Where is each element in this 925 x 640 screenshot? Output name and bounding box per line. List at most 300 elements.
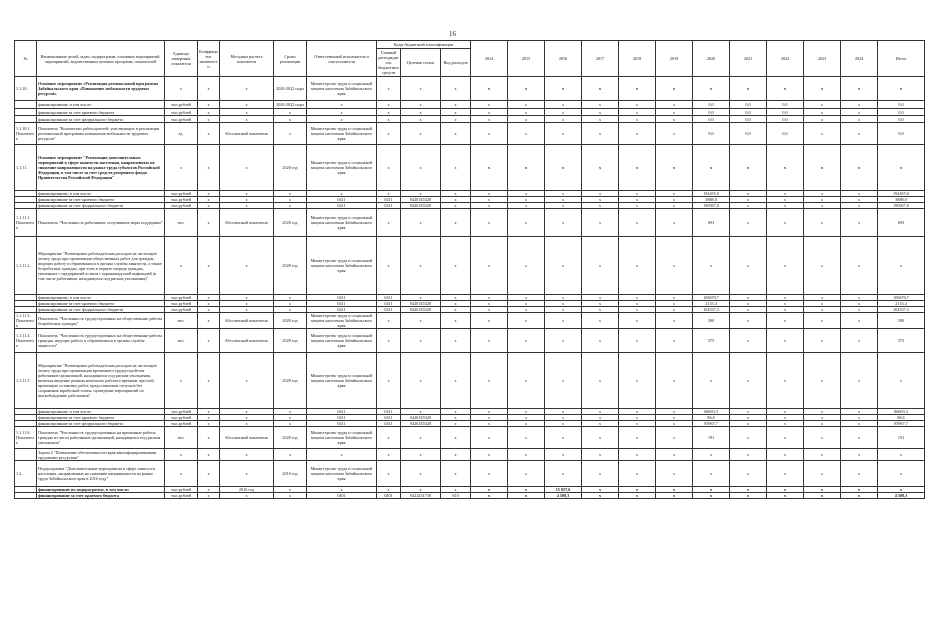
row-year-value: х (693, 461, 730, 487)
row-total: 3888,0 (878, 197, 925, 203)
row-kbk-admin: х (377, 487, 401, 493)
header-kbk-group: Коды бюджетной классификации (377, 41, 471, 49)
row-unit: тыс.рублей (165, 191, 198, 197)
row-responsible: 0411 (307, 301, 377, 307)
row-num: 1.1.11.2. (15, 237, 37, 295)
row-kbk-article: х (401, 295, 441, 301)
row-method: х (220, 493, 274, 499)
row-year-value: х (508, 487, 545, 493)
row-year-value: х (471, 116, 508, 123)
row-year-value: 0,0 (767, 123, 804, 145)
row-year-value: х (545, 307, 582, 313)
row-year-value: х (619, 353, 656, 409)
row-responsible: Министерство труда и социальной защиты населения Забайкальского края (307, 313, 377, 329)
header-year-2024: 2024 (841, 41, 878, 77)
row-year-value: 190567,0 (693, 203, 730, 209)
row-term: х (274, 449, 307, 461)
row-year-value: х (767, 209, 804, 237)
row-year-value: х (545, 421, 582, 427)
row-year-value: х (730, 295, 767, 301)
row-year-value: х (508, 295, 545, 301)
row-year-value: х (656, 101, 693, 109)
row-year-value: х (841, 109, 878, 116)
row-year-value: х (545, 313, 582, 329)
row-year-value: х (841, 493, 878, 499)
row-kbk-admin: 0411 (377, 307, 401, 313)
row-year-value: х (619, 197, 656, 203)
row-year-value: х (582, 77, 619, 101)
row-year-value: х (693, 77, 730, 101)
row-year-value: х (656, 191, 693, 197)
row-kbk-type: х (441, 461, 471, 487)
row-responsible: Министерство труда и социальной защиты населения Забайкальского края (307, 461, 377, 487)
row-name: Мероприятие "Возмещение работодателям расходов на частичную оплату труда при организации общественных работ для граждан, ищущих работу и обратившихся в органы службы занятости, а также безработных граждан, при этом в первую очередь граждан, уволенных с предприятий в связи с коронавирусной инфекцией (в том числе работников, находящихся под риском увольнения)" (37, 237, 165, 295)
row-year-value: х (471, 77, 508, 101)
row-unit: тыс.рублей (165, 415, 198, 421)
row-kbk-article: х (401, 209, 441, 237)
row-year-value: х (545, 191, 582, 197)
row-unit: чел. (165, 427, 198, 449)
row-name: финансирование, в том числе: (37, 295, 165, 301)
row-year-value: 693 (693, 209, 730, 237)
row-year-value: х (767, 307, 804, 313)
row-year-value: х (582, 197, 619, 203)
row-responsible: Министерство труда и социальной защиты населения Забайкальского края (307, 123, 377, 145)
row-year-value: х (693, 353, 730, 409)
row-kbk-type: х (441, 301, 471, 307)
row-total: 4 508,3 (878, 493, 925, 499)
row-year-value: х (841, 313, 878, 329)
row-year-value: х (730, 191, 767, 197)
row-year-value: 0,0 (693, 109, 730, 116)
row-unit: тыс.рублей (165, 301, 198, 307)
row-total: х (878, 461, 925, 487)
row-year-value: х (619, 421, 656, 427)
row-method: х (220, 116, 274, 123)
header-name: Наименование целей, задач, подпрограмм, основных мероприятий, мероприятий, ведомственных целевых программ, показателей (37, 41, 165, 77)
row-kbk-article: х (401, 237, 441, 295)
row-method: х (220, 415, 274, 421)
row-num: 1.2. (15, 461, 37, 487)
row-year-value: х (619, 409, 656, 415)
row-year-value: 85967,7 (693, 421, 730, 427)
row-year-value: 0,0 (693, 101, 730, 109)
row-year-value: х (730, 209, 767, 237)
row-year-value: х (804, 493, 841, 499)
row-year-value: х (471, 109, 508, 116)
row-kbk-admin: х (377, 313, 401, 329)
row-coef: х (198, 203, 220, 209)
row-kbk-admin: 0411 (377, 415, 401, 421)
row-year-value: х (619, 145, 656, 191)
table-row (15, 329, 925, 353)
row-unit: тыс.рублей (165, 101, 198, 109)
row-coef: х (198, 295, 220, 301)
row-coef: х (198, 301, 220, 307)
row-year-value: х (767, 295, 804, 301)
header-year-2017: 2017 (582, 41, 619, 77)
page-number: 16 (449, 30, 456, 38)
row-kbk-type: х (441, 77, 471, 101)
row-num (15, 449, 37, 461)
header-year-2021: 2021 (730, 41, 767, 77)
row-method: х (220, 421, 274, 427)
row-kbk-article: х (401, 123, 441, 145)
row-total: 0,0 (878, 116, 925, 123)
row-term: 2020 год (274, 329, 307, 353)
row-kbk-admin: х (377, 145, 401, 191)
row-year-value: х (804, 329, 841, 353)
row-year-value: х (582, 116, 619, 123)
row-kbk-article: 0422431730 (401, 493, 441, 499)
row-method: х (220, 203, 274, 209)
row-unit: х (165, 461, 198, 487)
row-year-value: х (767, 421, 804, 427)
row-kbk-admin: х (377, 353, 401, 409)
row-kbk-admin: 0411 (377, 295, 401, 301)
row-method: х (220, 307, 274, 313)
row-year-value: х (730, 421, 767, 427)
row-year-value: х (656, 449, 693, 461)
row-year-value: х (730, 197, 767, 203)
row-year-value: х (656, 353, 693, 409)
row-kbk-article: 04201Б5320 (401, 203, 441, 209)
row-responsible: Министерство труда и социальной защиты населения Забайкальского края (307, 77, 377, 101)
row-unit: чел. (165, 313, 198, 329)
row-year-value: х (471, 301, 508, 307)
row-kbk-admin: х (377, 209, 401, 237)
row-term: х (274, 191, 307, 197)
row-term: х (274, 203, 307, 209)
row-coef: х (198, 116, 220, 123)
row-term: х (274, 307, 307, 313)
row-year-value: х (471, 421, 508, 427)
table-row (15, 209, 925, 237)
row-year-value: х (767, 493, 804, 499)
header-year-2014: 2014 (471, 41, 508, 77)
row-year-value: х (656, 237, 693, 295)
row-year-value: х (656, 415, 693, 421)
row-method: х (220, 77, 274, 101)
row-num: 1.1.11. (15, 145, 37, 191)
row-unit: тыс.рублей (165, 487, 198, 493)
row-kbk-admin: х (377, 77, 401, 101)
row-year-value: 106670,7 (693, 295, 730, 301)
row-year-value: х (508, 409, 545, 415)
row-kbk-admin: х (377, 427, 401, 449)
table-row (15, 449, 925, 461)
row-year-value: х (545, 203, 582, 209)
row-responsible: 0401 (307, 493, 377, 499)
row-unit: х (165, 77, 198, 101)
row-num: 1.1.11.4. Показатель (15, 329, 37, 353)
row-kbk-article: х (401, 329, 441, 353)
row-kbk-article: х (401, 145, 441, 191)
row-term: х (274, 116, 307, 123)
row-term: 2016 год (274, 461, 307, 487)
row-year-value: х (545, 415, 582, 421)
row-year-value: х (730, 329, 767, 353)
row-year-value: 86693,3 (693, 409, 730, 415)
row-year-value: х (693, 145, 730, 191)
row-name: Показатель "Численность трудоустроенных на общественные работы граждан, ищущих работу и обратившихся в органы службы занятости" (37, 329, 165, 353)
row-year-value: х (730, 77, 767, 101)
row-year-value: х (508, 493, 545, 499)
row-year-value: 3888,0 (693, 197, 730, 203)
row-year-value: х (508, 421, 545, 427)
row-year-value: х (841, 203, 878, 209)
row-year-value: х (656, 493, 693, 499)
row-year-value: 0,0 (730, 101, 767, 109)
header-term: Сроки реализации (274, 41, 307, 77)
row-year-value: х (471, 191, 508, 197)
row-year-value: х (656, 409, 693, 415)
row-year-value: 15 827,6 (545, 487, 582, 493)
row-year-value: х (767, 449, 804, 461)
row-total: 106670,7 (878, 295, 925, 301)
row-year-value: х (841, 421, 878, 427)
row-method: х (220, 101, 274, 109)
row-year-value: х (582, 493, 619, 499)
row-year-value: х (730, 301, 767, 307)
row-method: х (220, 353, 274, 409)
row-unit: тыс.рублей (165, 109, 198, 116)
row-term: х (274, 123, 307, 145)
row-year-value: х (471, 197, 508, 203)
row-year-value: х (656, 313, 693, 329)
row-kbk-admin: х (377, 116, 401, 123)
row-kbk-article: х (401, 109, 441, 116)
row-kbk-article: х (401, 101, 441, 109)
row-coef: х (198, 209, 220, 237)
row-method: х (220, 197, 274, 203)
row-coef: х (198, 197, 220, 203)
row-responsible: 0411 (307, 295, 377, 301)
row-year-value: х (508, 313, 545, 329)
row-kbk-type: х (441, 237, 471, 295)
row-term: 2020-2022 годы (274, 77, 307, 101)
row-year-value: х (730, 237, 767, 295)
row-year-value: х (656, 427, 693, 449)
row-responsible: Министерство труда и социальной защиты населения Забайкальского края (307, 237, 377, 295)
header-row-group (15, 41, 925, 49)
row-term: х (274, 409, 307, 415)
row-name: Основное мероприятие «Реализация региональной программы Забайкальского края «Повышение мобильности трудовых ресурсов» (37, 77, 165, 101)
program-table (14, 40, 925, 499)
header-coef: Коэффициент значимости (198, 41, 220, 77)
row-year-value: х (471, 427, 508, 449)
header-unit: Единица измерения показателя (165, 41, 198, 77)
row-year-value: х (804, 116, 841, 123)
row-method: х (220, 191, 274, 197)
row-year-value: х (582, 203, 619, 209)
row-kbk-article: 04201Б5320 (401, 421, 441, 427)
row-year-value: х (582, 301, 619, 307)
row-year-value: х (693, 449, 730, 461)
row-total: 85967,7 (878, 421, 925, 427)
row-responsible: х (307, 109, 377, 116)
row-year-value: х (582, 109, 619, 116)
row-coef: х (198, 123, 220, 145)
row-name: Основное мероприятие "Реализация дополнительных мероприятий в сфере занятости населения, направленных на снижение напряженности на рынке труда субъектов Российской Федерации, в том числе за счет средств резервного фонда Правительства Российской Федерации" (37, 145, 165, 191)
row-coef: х (198, 493, 220, 499)
row-year-value: х (804, 203, 841, 209)
row-total: 191 (878, 427, 925, 449)
row-year-value: х (656, 197, 693, 203)
row-total: 0,0 (878, 101, 925, 109)
row-year-value: х (656, 116, 693, 123)
row-responsible: Министерство труда и социальной защиты населения Забайкальского края (307, 427, 377, 449)
row-method: х (220, 109, 274, 116)
row-year-value: х (471, 415, 508, 421)
row-year-value: х (545, 109, 582, 116)
row-name: Показатель "Численность работников, получивших меры поддержки" (37, 209, 165, 237)
row-total: х (878, 77, 925, 101)
row-responsible: 0411 (307, 409, 377, 415)
row-coef: х (198, 101, 220, 109)
row-method: Абсолютный показатель (220, 313, 274, 329)
table-row (15, 237, 925, 295)
row-year-value: х (841, 487, 878, 493)
row-kbk-article: х (401, 116, 441, 123)
row-kbk-type: х (441, 449, 471, 461)
row-year-value: 0,0 (693, 116, 730, 123)
row-year-value: х (730, 415, 767, 421)
row-kbk-admin: х (377, 449, 401, 461)
row-year-value: х (582, 313, 619, 329)
row-year-value: х (545, 116, 582, 123)
header-responsible: Ответственный исполнитель и соисполнители (307, 41, 377, 77)
row-year-value: х (619, 191, 656, 197)
row-name: финансирование за счет краевого бюджета (37, 415, 165, 421)
row-year-value: х (508, 461, 545, 487)
row-coef: х (198, 461, 220, 487)
row-method: Абсолютный показатель (220, 209, 274, 237)
row-year-value: х (693, 493, 730, 499)
row-year-value: х (730, 409, 767, 415)
row-year-value: 86,6 (693, 415, 730, 421)
row-term: 2020 год (274, 237, 307, 295)
row-term: 2020 год (274, 209, 307, 237)
row-kbk-type: х (441, 353, 471, 409)
row-unit: тыс.рублей (165, 307, 198, 313)
row-year-value: х (508, 123, 545, 145)
row-year-value: 0,0 (767, 116, 804, 123)
row-year-value: 0,0 (767, 101, 804, 109)
row-responsible: 0411 (307, 415, 377, 421)
row-name: финансирование за счет федерального бюджета (37, 307, 165, 313)
row-year-value: х (804, 307, 841, 313)
row-kbk-type: х (441, 191, 471, 197)
row-coef: х (198, 77, 220, 101)
row-year-value: х (767, 415, 804, 421)
row-year-value: х (804, 77, 841, 101)
row-year-value: х (545, 301, 582, 307)
table-row (15, 123, 925, 145)
row-year-value: х (804, 353, 841, 409)
header-total: Итого (878, 41, 925, 77)
row-total: х (878, 449, 925, 461)
row-year-value: х (545, 197, 582, 203)
row-kbk-admin: х (377, 237, 401, 295)
row-total: 0,0 (878, 109, 925, 116)
row-unit: ед. (165, 123, 198, 145)
row-year-value: х (545, 449, 582, 461)
row-kbk-article: х (401, 487, 441, 493)
row-year-value: х (656, 209, 693, 237)
row-year-value: х (471, 209, 508, 237)
row-unit: тыс.рублей (165, 116, 198, 123)
header-kbk-article: Целевая статья (401, 49, 441, 77)
row-name: Показатель "Численность трудоустроенных на общественные работы безработных граждан" (37, 313, 165, 329)
row-year-value: х (841, 295, 878, 301)
row-year-value: х (656, 421, 693, 427)
row-responsible: 0411 (307, 197, 377, 203)
table-row (15, 109, 925, 116)
row-year-value: х (730, 427, 767, 449)
row-total: 190567,0 (878, 203, 925, 209)
row-year-value: х (471, 461, 508, 487)
header-num: № (15, 41, 37, 77)
row-year-value: х (767, 487, 804, 493)
row-term: 2020 год (274, 353, 307, 409)
row-year-value: х (730, 449, 767, 461)
row-year-value: х (656, 307, 693, 313)
row-year-value: х (619, 101, 656, 109)
row-year-value: х (841, 123, 878, 145)
header-year-2019: 2019 (656, 41, 693, 77)
row-year-value: х (841, 307, 878, 313)
row-year-value: х (730, 353, 767, 409)
table-row (15, 145, 925, 191)
row-year-value: х (545, 329, 582, 353)
row-year-value: х (582, 415, 619, 421)
row-responsible: 0411 (307, 421, 377, 427)
row-kbk-admin: х (377, 123, 401, 145)
row-year-value: х (841, 415, 878, 421)
row-year-value: х (545, 77, 582, 101)
row-coef: х (198, 329, 220, 353)
table-row (15, 101, 925, 109)
row-coef: х (198, 487, 220, 493)
table-row (15, 493, 925, 499)
row-year-value: х (841, 449, 878, 461)
row-unit: тыс.рублей (165, 295, 198, 301)
row-coef: х (198, 415, 220, 421)
row-year-value: х (804, 109, 841, 116)
row-year-value: х (656, 487, 693, 493)
row-kbk-article: х (401, 77, 441, 101)
row-name: Показатель "Количество работодателей, участвующих в реализации региональной программы повышения мобильности трудовых ресурсов" (37, 123, 165, 145)
row-year-value: х (471, 123, 508, 145)
row-unit: х (165, 449, 198, 461)
row-total: 0,0 (878, 123, 925, 145)
row-year-value: х (841, 197, 878, 203)
row-year-value: х (804, 427, 841, 449)
row-year-value: х (804, 209, 841, 237)
row-kbk-type: х (441, 197, 471, 203)
row-year-value: х (804, 409, 841, 415)
row-year-value: х (730, 203, 767, 209)
row-coef: х (198, 449, 220, 461)
header-kbk-admin: Главный распорядитель бюджетных средств (378, 50, 399, 75)
row-year-value: 0,0 (730, 109, 767, 116)
row-term: х (274, 487, 307, 493)
row-kbk-type: х (441, 101, 471, 109)
row-responsible: 0411 (307, 307, 377, 313)
row-year-value: х (804, 487, 841, 493)
row-year-value: х (767, 353, 804, 409)
